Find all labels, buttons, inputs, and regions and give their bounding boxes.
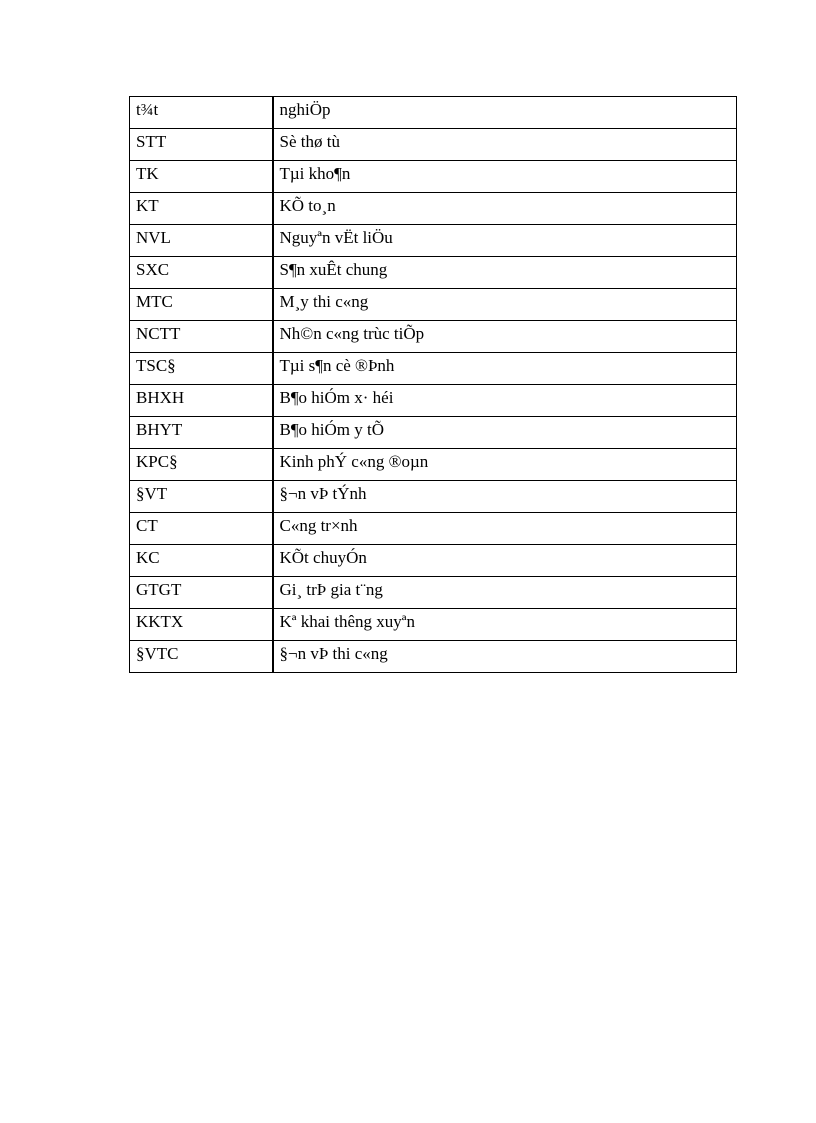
table-row	[130, 161, 737, 193]
abbreviation-cell: KPC§	[130, 449, 273, 481]
meaning-cell: KÕt chuyÓn	[273, 545, 737, 577]
table-row	[130, 257, 737, 289]
table-row	[130, 449, 737, 481]
meaning-cell: C«ng tr×nh	[273, 513, 737, 545]
abbreviation-cell: t¾t	[130, 97, 273, 129]
meaning-cell: Sè thø tù	[273, 129, 737, 161]
table-row	[130, 289, 737, 321]
meaning-cell: Gi¸ trÞ gia t¨ng	[273, 577, 737, 609]
table-row	[130, 353, 737, 385]
meaning-cell: M¸y thi c«ng	[273, 289, 737, 321]
table-row	[130, 545, 737, 577]
meaning-cell: §¬n vÞ thi c«ng	[273, 641, 737, 673]
table-row	[130, 129, 737, 161]
abbreviation-cell: KKTX	[130, 609, 273, 641]
abbreviation-cell: SXC	[130, 257, 273, 289]
abbreviation-cell: TSC§	[130, 353, 273, 385]
abbreviation-cell: KT	[130, 193, 273, 225]
meaning-cell: B¶o hiÓm x· héi	[273, 385, 737, 417]
meaning-cell: KÕ to¸n	[273, 193, 737, 225]
table-row	[130, 321, 737, 353]
abbreviation-cell: GTGT	[130, 577, 273, 609]
abbreviation-cell: BHYT	[130, 417, 273, 449]
abbreviation-cell: BHXH	[130, 385, 273, 417]
meaning-cell: Tµi s¶n cè ®Þnh	[273, 353, 737, 385]
table-row	[130, 193, 737, 225]
table-row	[130, 577, 737, 609]
table-row	[130, 609, 737, 641]
meaning-cell: nghiÖp	[273, 97, 737, 129]
meaning-cell: Tµi kho¶n	[273, 161, 737, 193]
abbreviation-table	[129, 96, 737, 673]
meaning-cell: S¶n xuÊt chung	[273, 257, 737, 289]
meaning-cell: Kª khai thêng xuyªn	[273, 609, 737, 641]
table-row	[130, 417, 737, 449]
abbreviation-cell: NVL	[130, 225, 273, 257]
table-row	[130, 641, 737, 673]
meaning-cell: §¬n vÞ tÝnh	[273, 481, 737, 513]
meaning-cell: Nh©n c«ng trùc tiÕp	[273, 321, 737, 353]
table-row	[130, 225, 737, 257]
abbreviation-cell: §VT	[130, 481, 273, 513]
meaning-cell: Nguyªn vËt liÖu	[273, 225, 737, 257]
table-row	[130, 97, 737, 129]
abbreviation-cell: CT	[130, 513, 273, 545]
abbreviation-cell: §VTC	[130, 641, 273, 673]
abbreviation-cell: KC	[130, 545, 273, 577]
abbreviation-cell: STT	[130, 129, 273, 161]
meaning-cell: B¶o hiÓm y tÕ	[273, 417, 737, 449]
table-row	[130, 385, 737, 417]
abbreviation-cell: MTC	[130, 289, 273, 321]
meaning-cell: Kinh phÝ c«ng ®oµn	[273, 449, 737, 481]
abbreviation-cell: NCTT	[130, 321, 273, 353]
table-row	[130, 481, 737, 513]
abbreviation-cell: TK	[130, 161, 273, 193]
table-row	[130, 513, 737, 545]
